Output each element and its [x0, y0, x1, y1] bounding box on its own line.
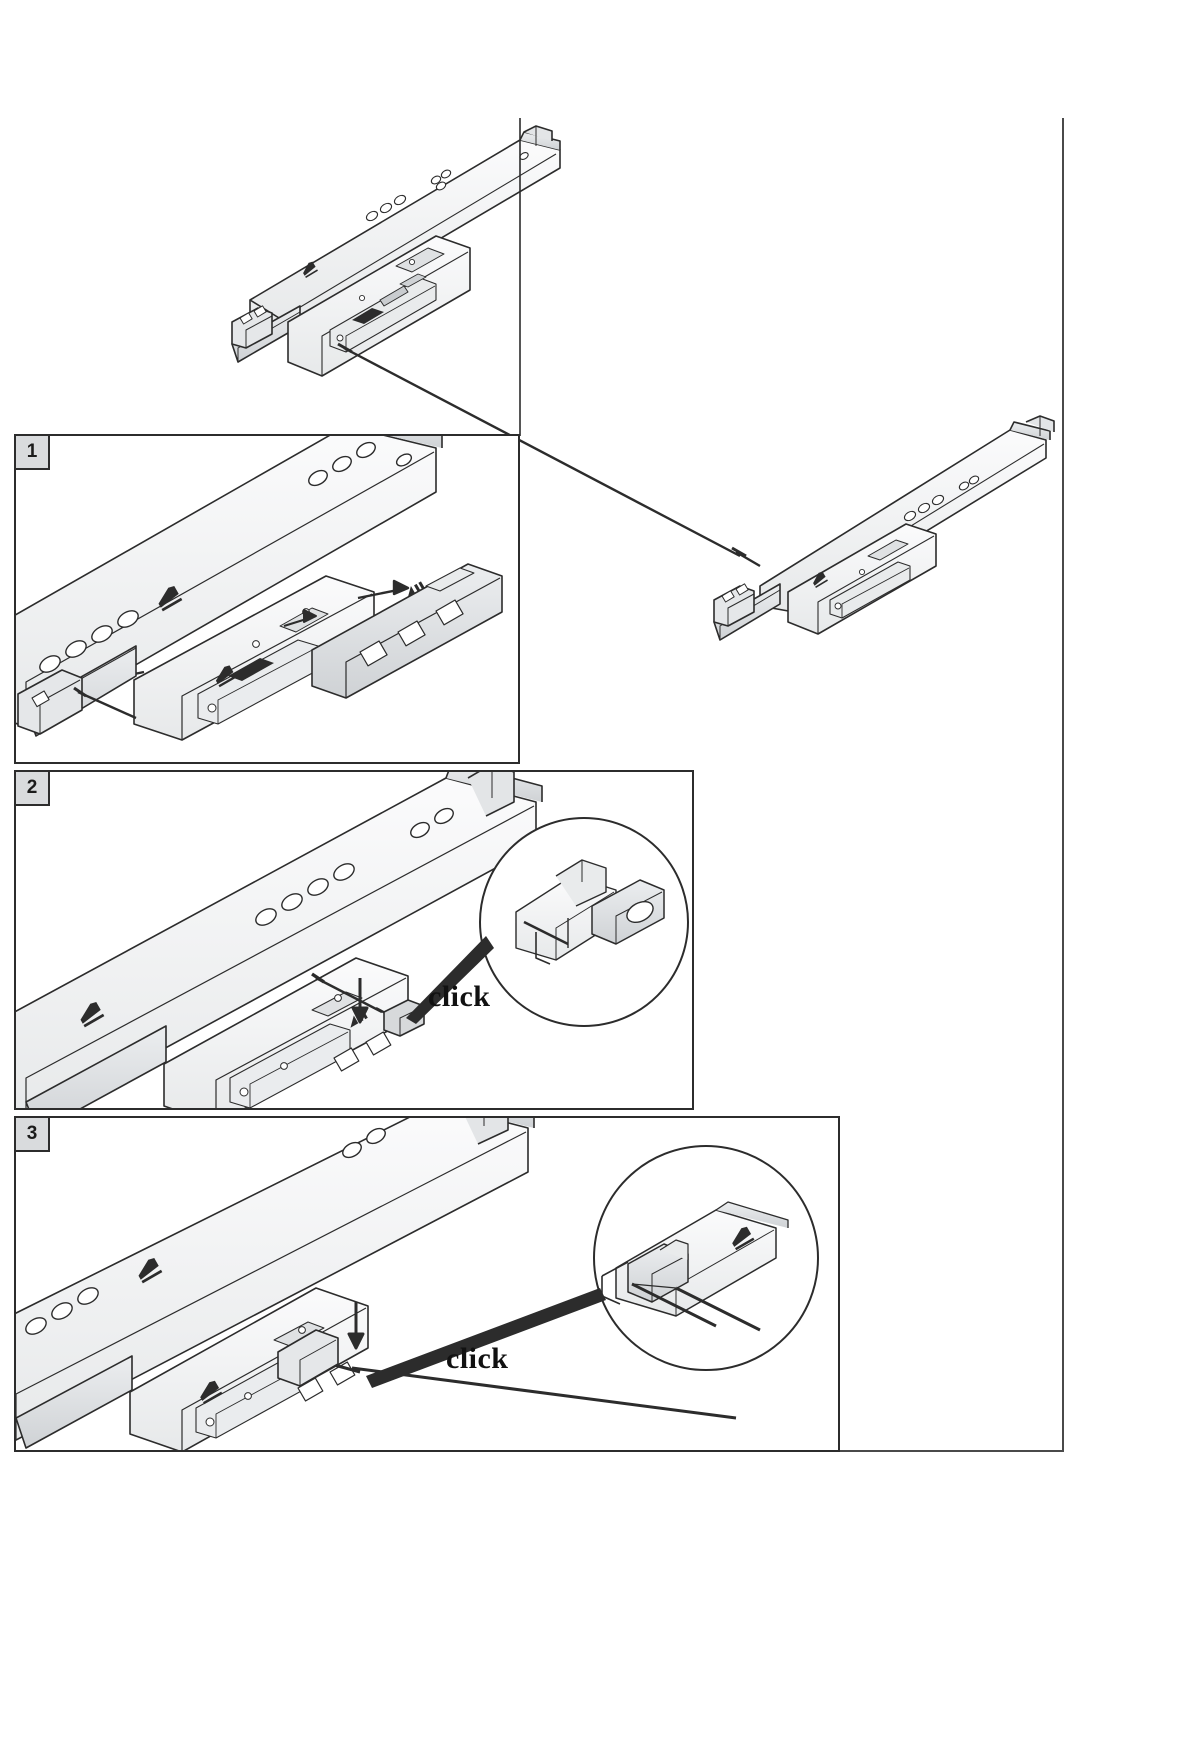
step-3-artwork	[16, 1118, 840, 1452]
step-1-number: 1	[16, 436, 50, 470]
step-3-click-label: click	[446, 1342, 509, 1375]
step-3-number: 3	[16, 1118, 50, 1152]
step-2-panel	[14, 770, 694, 1110]
step-1-panel	[14, 434, 520, 764]
step-2-number: 2	[16, 772, 50, 806]
step-2-click-label: click	[428, 980, 491, 1013]
page-border-bottom	[840, 1450, 1062, 1452]
step-1-artwork	[16, 436, 520, 764]
step-2-artwork	[16, 772, 694, 1110]
step-3-panel	[14, 1116, 840, 1452]
